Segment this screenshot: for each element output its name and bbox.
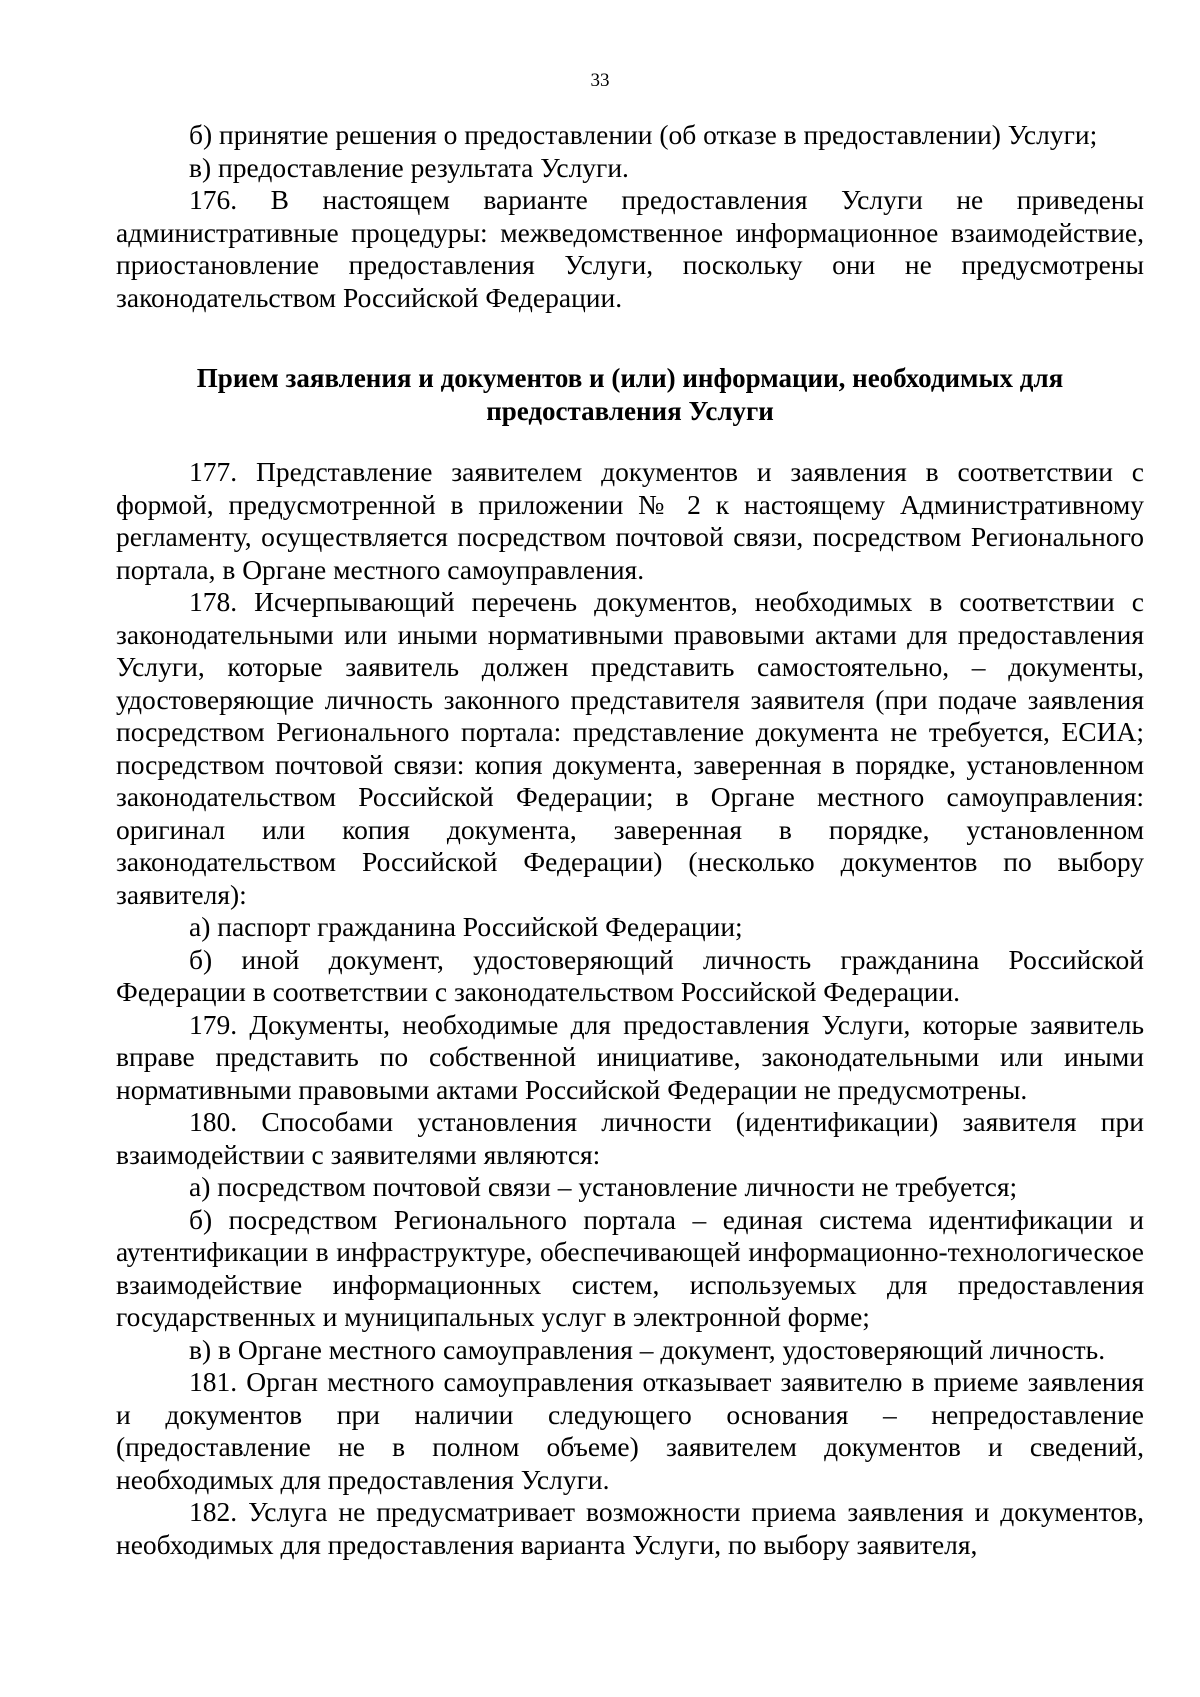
paragraph: 177. Представление заявителем документов и заявления в соответствии с формой, предусмотренной в приложении № 2 к настоящему Административному регламенту, осуществляется посредством почтовой связи, посредством Регионального портала, в Органе местного самоуправления. <box>116 456 1144 585</box>
paragraph: 179. Документы, необходимые для предоставления Услуги, которые заявитель вправе представить по собственной инициативе, законодательными или иными нормативными правовыми актами Российской Федерации не предусмотрены. <box>116 1008 1144 1105</box>
section-heading <box>116 362 1144 427</box>
paragraph: б) принятие решения о предоставлении (об отказе в предоставлении) Услуги; <box>189 119 1098 150</box>
paragraph: в) предоставление результата Услуги. <box>189 151 629 183</box>
paragraph: 181. Орган местного самоуправления отказывает заявителю в приеме заявления и документов при наличии следующего основания – непредоставление (предоставление не в полном объеме) заявителем документов и сведений, необходимых для предоставления Услуги. <box>116 1366 1144 1495</box>
list-item: б) посредством Регионального портала – единая система идентификации и аутентификации в инфраструктуре, обеспечивающей информационно-технологическое взаимодействие информационных систем, используемых для предоставления государственных и муниципальных услуг в электронной форме; <box>116 1203 1144 1332</box>
paragraph: 180. Способами установления личности (идентификации) заявителя при взаимодействии с заявителями являются: <box>116 1106 1144 1170</box>
section-heading-line: Прием заявления и документов и (или) информации, необходимых для <box>196 363 1064 393</box>
list-item: б) иной документ, удостоверяющий личность гражданина Российской Федерации в соответствии с законодательством Российской Федерации. <box>116 943 1144 1007</box>
paragraph: 178. Исчерпывающий перечень документов, необходимых в соответствии с законодательными или иными нормативными правовыми актами для предоставления Услуги, которые заявитель должен представить самостоятельно, – документы, удостоверяющие личность законного представителя заявителя (при подаче заявления посредством Регионального портала: представление документа не требуется, ЕСИА; посредством почтовой связи: копия документа, заверенная в порядке, установленном законодательством Российской Федерации; в Органе местного самоуправления: оригинал или копия документа, заверенная в порядке, установленном законодательством Российской Федерации) (несколько документов по выбору заявителя): <box>116 586 1144 910</box>
paragraph: 182. Услуга не предусматривает возможности приема заявления и документов, необходимых для предоставления варианта Услуги, по выбору заявителя, <box>116 1496 1144 1560</box>
list-item: а) посредством почтовой связи – установление личности не требуется; <box>189 1171 1018 1202</box>
list-item: в) в Органе местного самоуправления – документ, удостоверяющий личность. <box>189 1333 1106 1365</box>
list-item: а) паспорт гражданина Российской Федерации; <box>189 911 743 942</box>
document-body <box>116 119 1144 1561</box>
paragraph: 176. В настоящем варианте предоставления Услуги не приведены административные процедуры: межведомственное информационное взаимодействие, приостановление предоставления Услуги, поскольку они не предусмотрены законодательством Российской Федерации. <box>116 184 1144 313</box>
section-heading-line: предоставления Услуги <box>486 395 774 426</box>
page-number: 33 <box>590 70 610 91</box>
